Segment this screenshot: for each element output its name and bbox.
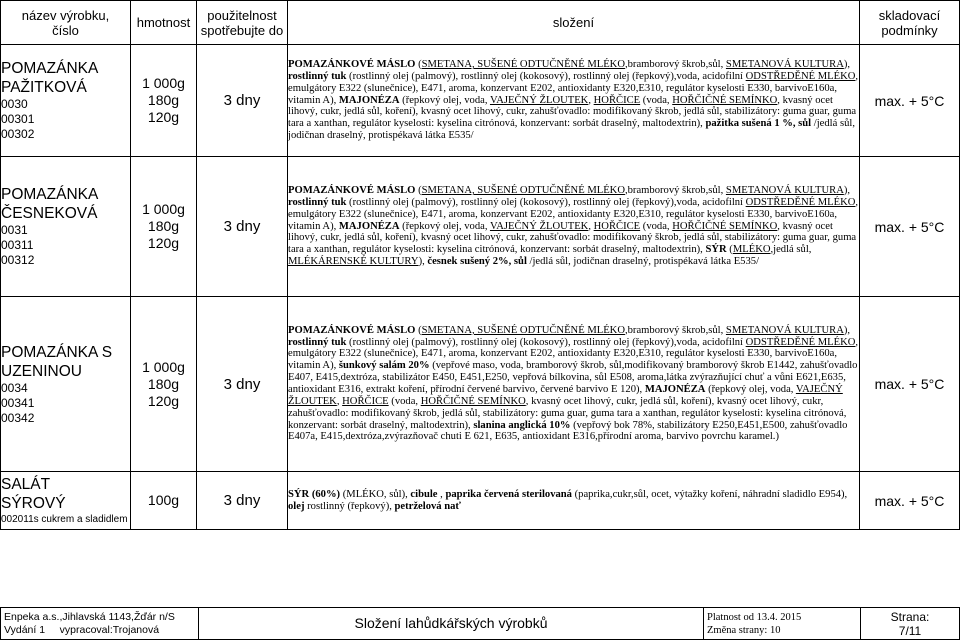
composition-segment: , kvasný ocet lihový, cukr, jedlá sůl, koření), kvasný ocet lihový, cukr, zahušťovadlo: modifikovaný škrob, jedlá sůl, stabilizátory: guma guar, guma tara a xanthan, regulátor kyselosti: kyselina citrónová, konzervant: sorbát draselný, maltodextrin), bbox=[288, 395, 847, 431]
footer-valid-from: Platnost od 13.4. 2015 bbox=[707, 611, 802, 623]
product-row bbox=[1, 297, 960, 472]
product-number: 00341 bbox=[1, 395, 35, 410]
composition-segment: ), bbox=[843, 59, 851, 71]
composition-segment: ,bramborový škrob,sůl, bbox=[624, 185, 726, 197]
composition-segment: MLÉKO bbox=[732, 244, 771, 256]
composition-segment: , bbox=[336, 395, 343, 407]
header-row bbox=[1, 1, 960, 45]
weight-value: 1 000g bbox=[142, 358, 185, 375]
composition-segment: ), bbox=[843, 185, 851, 197]
storage-cell: max. + 5°C bbox=[860, 157, 960, 297]
footer-version: Vydání 1 bbox=[4, 623, 46, 636]
product-name-cell bbox=[1, 157, 131, 297]
composition-segment: HOŘČIČNÉ SEMÍNKO bbox=[672, 94, 778, 106]
composition-segment: POMAZÁNKOVÉ MÁSLO bbox=[288, 324, 416, 336]
composition-segment: (rostlinný olej (palmový), rostlinný olej (kokosový), rostlinný olej (řepkový),voda, acidofilní bbox=[346, 336, 746, 348]
footer-version-line bbox=[4, 624, 195, 637]
header-use-line2: spotřebujte do bbox=[200, 22, 284, 38]
composition-segment: ( bbox=[415, 185, 422, 197]
product-number: 00311 bbox=[1, 238, 34, 252]
footer-validity-cell bbox=[704, 608, 861, 640]
composition-segment: ODSTŘEDĚNÉ MLÉKO bbox=[745, 196, 856, 208]
footer-company: Enpeka a.s.,Jihlavská 1143,Žďár n/S bbox=[4, 610, 175, 623]
composition-segment: česnek sušený 2%, sůl bbox=[427, 256, 527, 268]
composition-segment: SMETANOVÁ KULTURA bbox=[725, 185, 844, 197]
composition-segment: paprika červená sterilovaná bbox=[445, 488, 572, 500]
composition-cell bbox=[288, 472, 860, 530]
composition-segment: ( bbox=[726, 244, 733, 256]
weight-value: 1 000g bbox=[142, 201, 185, 217]
storage-cell: max. + 5°C bbox=[860, 472, 960, 530]
composition-segment: (rostlinný olej (palmový), rostlinný olej (kokosový), rostlinný olej (řepkový),voda, acidofilní bbox=[346, 196, 746, 208]
composition-cell bbox=[288, 157, 860, 297]
composition-segment: ), bbox=[843, 324, 851, 336]
composition-segment: POMAZÁNKOVÉ MÁSLO bbox=[288, 185, 416, 197]
composition-segment: SMETANA, SUŠENÉ ODTUČNĚNÉ MLÉKO bbox=[421, 59, 625, 71]
weight-value: 100g bbox=[147, 492, 180, 508]
weight-value: 120g bbox=[147, 109, 180, 125]
weight-value: 120g bbox=[147, 235, 180, 251]
composition-segment: ,jedlá sůl, bbox=[770, 244, 812, 256]
composition-segment: , emulgátory E322 (slunečnice), E471, aroma, konzervant E202, antioxidanty E320,E310, regulátor kyselosti E330, barvivoE160a, vitamin A), bbox=[288, 196, 859, 232]
composition-segment: SMETANA, SUŠENÉ ODTUČNĚNÉ MLÉKO bbox=[421, 324, 625, 336]
composition-segment: (MLÉKO, sůl), bbox=[340, 488, 411, 500]
composition-segment: HOŘČICE bbox=[593, 220, 641, 232]
product-name-line: POMAZÁNKA S bbox=[1, 343, 113, 361]
composition-segment: ODSTŘEDĚNÉ MLÉKO bbox=[745, 336, 856, 348]
product-number: 0030 bbox=[1, 97, 28, 111]
composition-segment: (rostlinný olej (palmový), rostlinný olej (kokosový), rostlinný olej (řepkový),voda, acidofilní bbox=[346, 70, 746, 82]
composition-segment: POMAZÁNKOVÉ MÁSLO bbox=[288, 59, 416, 71]
composition-segment: (vepřové maso, voda, bramborový škrob, sůl,modifikovaný bramborový škrob E1442, zahušťovadlo E407, E415,dextróza, stabilizátor E450, E451,E250, vepřová bílkovina, sůl E508, aroma,látka zvýrazňující chuť a vůni E621,E635, antioxidant E316, extrakt koření, přírodní červené barvivo, červené barvivo E 120), bbox=[288, 360, 858, 395]
footer-page-cell bbox=[861, 608, 960, 640]
use-by-cell: 3 dny bbox=[197, 157, 288, 297]
footer-page-number: 7/11 bbox=[898, 623, 922, 638]
composition-segment: rostlinný tuk bbox=[288, 70, 347, 82]
header-store-line1: skladovací bbox=[878, 7, 941, 23]
composition-segment: SMETANOVÁ KULTURA bbox=[725, 59, 844, 71]
composition-segment: SÝR (60%) bbox=[288, 488, 341, 500]
composition-segment: , emulgátory E322 (slunečnice), E471, aroma, konzervant E202, antioxidanty E320,E310, regulátor kyselosti E330, barvivoE160a, vitamin A), bbox=[288, 70, 859, 106]
composition-segment: MAJONÉZA bbox=[338, 220, 400, 232]
product-name-line: UZENINOU bbox=[1, 362, 82, 380]
composition-segment: ), bbox=[418, 256, 428, 268]
product-variant-note: 002011s cukrem a sladidlem bbox=[1, 514, 128, 525]
weight-cell bbox=[131, 297, 197, 472]
composition-segment: MAJONÉZA bbox=[338, 94, 400, 106]
composition-cell bbox=[288, 297, 860, 472]
composition-segment: , emulgátory E322 (slunečnice), E471, aroma, konzervant E202, antioxidanty E320,E310, regulátor kyselosti E330, barvivoE160a, vitamin A), bbox=[288, 336, 859, 372]
product-number: 00301 bbox=[1, 112, 35, 126]
composition-segment: slanina anglická 10% bbox=[473, 419, 571, 431]
composition-segment: ODSTŘEDĚNÉ MLÉKO bbox=[745, 70, 856, 82]
product-row bbox=[1, 45, 960, 157]
header-composition: složení bbox=[288, 1, 860, 45]
composition-segment: SMETANA, SUŠENÉ ODTUČNĚNÉ MLÉKO bbox=[421, 185, 625, 197]
composition-segment: petrželová nať bbox=[394, 500, 461, 512]
composition-segment: VAJEČNÝ ŽLOUTEK bbox=[489, 220, 589, 232]
composition-segment: HOŘČIČNÉ SEMÍNKO bbox=[420, 395, 526, 407]
product-name-cell bbox=[1, 297, 131, 472]
product-name-line: POMAZÁNKA bbox=[1, 60, 99, 77]
composition-segment: šunkový salám 20% bbox=[338, 360, 430, 372]
product-number: 00312 bbox=[1, 253, 35, 267]
product-name-line: POMAZÁNKA bbox=[1, 186, 99, 203]
use-by-cell: 3 dny bbox=[197, 472, 288, 530]
composition-segment: VAJEČNÝ ŽLOUTEK bbox=[489, 94, 589, 106]
header-name-line2: číslo bbox=[52, 22, 79, 38]
footer-prepared-by: vypracoval:Trojanová bbox=[59, 623, 160, 636]
composition-segment: (voda, bbox=[640, 220, 673, 232]
weight-cell bbox=[131, 472, 197, 530]
composition-segment: (paprika,cukr,sůl, ocet, výtažky koření, náhradní sladidlo E954), bbox=[571, 488, 848, 500]
composition-segment: SÝR bbox=[705, 244, 727, 256]
composition-segment: ( bbox=[415, 324, 422, 336]
composition-segment: (řepkový olej, voda, bbox=[399, 220, 490, 232]
product-name-line: PAŽITKOVÁ bbox=[1, 79, 87, 96]
composition-segment: rostlinný tuk bbox=[288, 336, 347, 348]
header-use-line1: použitelnost bbox=[207, 7, 277, 23]
use-by-cell: 3 dny bbox=[197, 45, 288, 157]
composition-segment: HOŘČICE bbox=[342, 395, 389, 407]
header-weight: hmotnost bbox=[131, 1, 197, 45]
header-store-line2: podmínky bbox=[881, 22, 938, 38]
composition-segment: rostlinný (řepkový), bbox=[304, 500, 395, 512]
footer-page-label: Strana: bbox=[890, 609, 930, 624]
composition-segment: olej bbox=[288, 500, 305, 512]
product-number: 0034 bbox=[1, 380, 28, 395]
composition-segment: , bbox=[588, 94, 594, 106]
composition-segment: pažitka sušená 1 %, sůl bbox=[705, 118, 812, 130]
product-number: 00302 bbox=[1, 127, 35, 141]
storage-cell: max. + 5°C bbox=[860, 45, 960, 157]
composition-segment: , bbox=[588, 220, 594, 232]
header-name-line1: název výrobku, bbox=[21, 7, 110, 23]
product-name-line: ČESNEKOVÁ bbox=[1, 205, 98, 222]
product-row bbox=[1, 157, 960, 297]
composition-segment: , kvasný ocet lihový, cukr, jedlá sůl, koření), kvasný ocet lihový, cukr, zahušťovadlo: modifikovaný škrob, jedlá sůl, stabilizátory: guma guar, guma tara a xanthan, regulátor kyselosti: kyselina citrónová, konzervant: sorbát draselný, maltodextrin), bbox=[288, 220, 857, 256]
weight-value: 180g bbox=[147, 375, 180, 392]
composition-segment: /jedlá sůl, jodičnan draselný, protispékavá látka E535/ bbox=[288, 118, 855, 142]
footer-change: Změna strany: 10 bbox=[707, 624, 781, 636]
composition-segment: , kvasný ocet lihový, cukr, jedlá sůl, koření), kvasný ocet lihový, cukr, zahušťovadlo: modifikovaný škrob, jedlá sůl, stabilizátory: guma guar, guma tara a xanthan, regulátor kyselosti: kyselina citrónová, konzervant: sorbát draselný, maltodextrin), bbox=[288, 94, 857, 130]
composition-segment: (řepkový olej, voda, bbox=[399, 94, 490, 106]
footer-company-cell bbox=[1, 608, 199, 640]
composition-cell bbox=[288, 45, 860, 157]
weight-cell bbox=[131, 45, 197, 157]
weight-value: 1 000g bbox=[142, 75, 185, 91]
composition-segment: (voda, bbox=[640, 94, 673, 106]
header-use-by bbox=[197, 1, 288, 45]
composition-segment: SMETANOVÁ KULTURA bbox=[725, 324, 844, 336]
composition-segment: ( bbox=[415, 59, 422, 71]
header-product-name bbox=[1, 1, 131, 45]
composition-segment: cibule bbox=[410, 488, 438, 500]
product-row bbox=[1, 472, 960, 530]
composition-segment: ,bramborový škrob,sůl, bbox=[624, 324, 726, 336]
use-by-cell: 3 dny bbox=[197, 297, 288, 472]
product-name-cell bbox=[1, 472, 131, 530]
product-name-line: SALÁT bbox=[1, 476, 51, 493]
product-number: 0031 bbox=[1, 223, 28, 237]
composition-segment: rostlinný tuk bbox=[288, 196, 347, 208]
composition-segment: (řepkový olej, voda, bbox=[705, 384, 796, 395]
composition-segment: ,bramborový škrob,sůl, bbox=[624, 59, 726, 71]
composition-segment: HOŘČICE bbox=[593, 94, 641, 106]
weight-cell bbox=[131, 157, 197, 297]
composition-segment: HOŘČIČNÉ SEMÍNKO bbox=[672, 220, 778, 232]
product-name-cell bbox=[1, 45, 131, 157]
weight-value: 180g bbox=[147, 92, 180, 108]
header-storage bbox=[860, 1, 960, 45]
composition-segment: VAJEČNÝ ŽLOUTEK bbox=[288, 384, 843, 407]
composition-segment: , bbox=[437, 488, 446, 500]
composition-segment: (vepřový bok 78%, stabilizátory E250,E451,E500, zahušťovadlo E407a, E415,dextróza,zvýrazňovač chuti E 621, E635, antioxidant E316,přírodní aroma, barvivo povrchu karamel.) bbox=[288, 419, 848, 443]
footer-row bbox=[1, 608, 960, 640]
product-number: 00342 bbox=[1, 410, 35, 425]
composition-segment: (voda, bbox=[388, 395, 421, 407]
composition-segment: MLÉKÁRENSKÉ KULTURY bbox=[288, 256, 419, 268]
composition-segment: /jedlá sůl, jodičnan draselný, protispékavá látka E535/ bbox=[526, 256, 760, 268]
footer-table bbox=[0, 607, 960, 640]
weight-value: 180g bbox=[147, 218, 180, 234]
footer-document-title: Složení lahůdkářských výrobků bbox=[199, 608, 704, 640]
weight-value: 120g bbox=[147, 392, 180, 409]
storage-cell: max. + 5°C bbox=[860, 297, 960, 472]
composition-segment: MAJONÉZA bbox=[644, 384, 706, 395]
product-name-line: SÝROVÝ bbox=[1, 495, 66, 512]
